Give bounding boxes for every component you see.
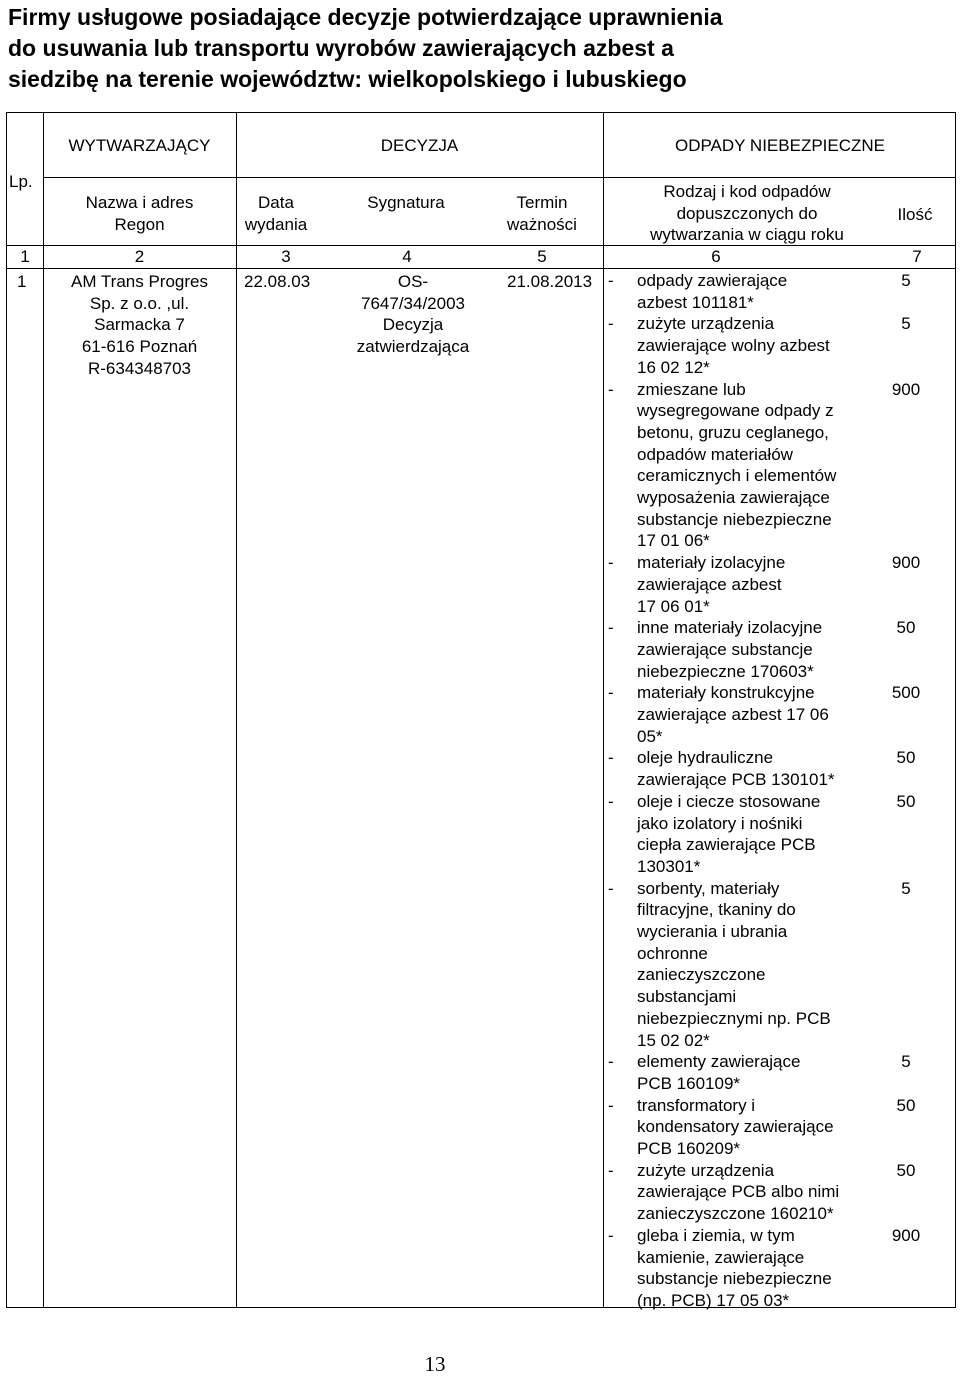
waste-item-text: zużyte urządzenia zawierające PCB albo nimi zanieczyszczone 160210* [637,1160,840,1224]
row-signature: OS- 7647/34/2003 Decyzja zatwierdzająca [356,272,470,357]
row-name-address: AM Trans Progres Sp. z o.o. ,ul. Sarmacka 7 61-616 Poznań R-634348703 [71,272,208,378]
col-rule [236,177,237,1307]
waste-item-text: zużyte urządzenia zawierające wolny azbest 16 02 12* [637,314,830,377]
header-producer: WYTWARZAJĄCY [68,136,211,155]
number-row-rule [7,268,955,269]
waste-item-quantity: 900 [891,379,921,399]
waste-item-dash: - [608,1160,614,1180]
title-line-1: Firmy usługowe posiadające decyzje potwierdzające uprawnienia [8,4,723,30]
header-waste: ODPADY NIEBEZPIECZNE [674,136,886,155]
header-validity: Termin ważności [507,193,577,234]
waste-item-dash: - [608,1225,614,1245]
waste-item-dash: - [608,618,614,638]
title-line-3: siedzibę na terenie województw: wielkopolskiego i lubuskiego [8,66,687,92]
waste-item-text: gleba i ziemia, w tym kamienie, zawierające substancje niebezpieczne (np. PCB) 17 05 03* [637,1225,832,1310]
waste-item-dash: - [608,791,614,811]
waste-item-quantity: 5 [901,271,911,290]
waste-item-quantity: 500 [891,683,921,703]
col-number: 4 [402,247,412,266]
waste-item-dash: - [608,878,614,898]
waste-item-quantity: 50 [896,618,916,638]
waste-item-text: zmieszane lub wysegregowane odpady z betonu, gruzu ceglanego, odpadów materiałów ceramicznych i elementów wyposażenia zawierające substancje niebezpieczne 17 01 06* [637,379,837,551]
row-lp: 1 [17,272,27,291]
col-rule [603,113,604,1307]
header-quantity: Ilość [897,205,933,224]
waste-item-quantity: 50 [896,1160,916,1180]
header-issue-date: Data wydania [244,193,308,234]
waste-item-dash: - [608,1095,614,1115]
waste-item-quantity: 50 [896,1095,916,1115]
col-number: 5 [537,247,547,266]
col-number: 1 [20,247,30,266]
waste-item-text: inne materiały izolacyjne zawierające substancje niebezpieczne 170603* [637,618,823,681]
col-number: 3 [281,247,291,266]
title-line-2: do usuwania lub transportu wyrobów zawierających azbest a [8,35,674,61]
col-number: 6 [711,247,721,266]
waste-item-dash: - [608,1052,614,1072]
waste-item-text: oleje i ciecze stosowane jako izolatory i nośniki ciepła zawierające PCB 130301* [637,791,821,876]
header-rule [43,177,955,178]
waste-item-quantity: 50 [896,791,916,811]
header-signature: Sygnatura [367,193,445,212]
waste-item-text: materiały konstrukcyjne zawierające azbest 17 06 05* [637,683,829,746]
header-name-address: Nazwa i adres Regon [85,193,194,234]
waste-item-dash: - [608,271,614,290]
col-number: 7 [912,247,922,266]
waste-item-dash: - [608,748,614,768]
row-validity: 21.08.2013 [507,272,593,291]
waste-item-quantity: 900 [891,553,921,573]
waste-item-text: materiały izolacyjne zawierające azbest 17 06 01* [637,553,786,616]
waste-item-text: odpady zawierające azbest 101181* [637,271,788,312]
page-number: 13 [424,1352,446,1376]
waste-item-dash: - [608,553,614,573]
waste-item-text: elementy zawierające PCB 160109* [637,1052,801,1093]
waste-item-dash: - [608,314,614,334]
waste-item-dash: - [608,379,614,399]
row-issue-date: 22.08.03 [244,272,311,291]
waste-item-quantity: 900 [891,1225,921,1245]
waste-item-quantity: 5 [901,314,911,334]
waste-item-text: oleje hydrauliczne zawierające PCB 130101* [637,748,835,790]
header-decision: DECYZJA [380,136,459,155]
waste-item-dash: - [608,683,614,703]
document-title [8,2,948,95]
waste-item-quantity: 5 [901,1052,911,1072]
waste-item-text: sorbenty, materiały filtracyjne, tkaniny do wycierania i ubrania ochronne zanieczyszczone substancjami niebezpiecznymi np. PCB 15 02 02* [637,878,831,1050]
col-number: 2 [134,247,145,266]
header-waste-type: Rodzaj i kod odpadów dopuszczonych do wytwarzania w ciągu roku [650,182,844,245]
header-lp: Lp. [9,172,33,191]
waste-item-quantity: 5 [901,878,911,898]
waste-item-text: transformatory i kondensatory zawierające PCB 160209* [637,1095,834,1158]
waste-item-quantity: 50 [896,748,916,768]
